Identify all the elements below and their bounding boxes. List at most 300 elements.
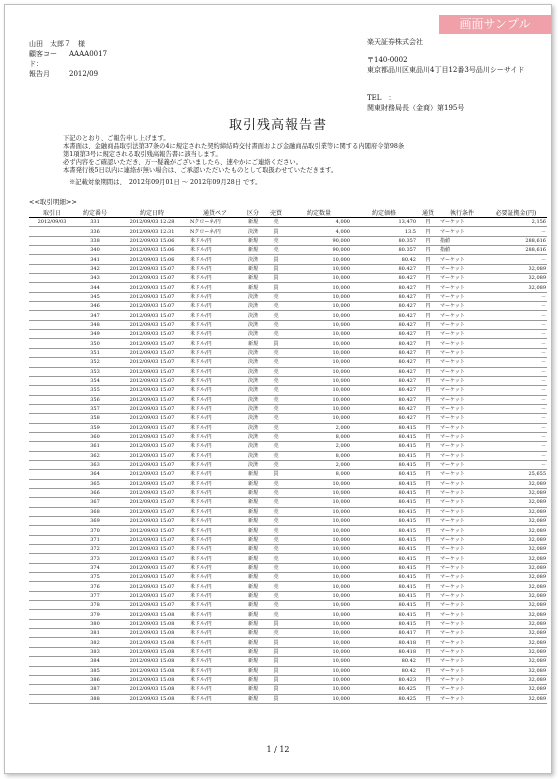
cell-currency: 円	[417, 666, 439, 675]
cell-price: 80.427	[351, 386, 417, 395]
cell-required-margin: 32,089	[485, 657, 547, 666]
cell-required-margin: －	[485, 414, 547, 423]
cell-contract-no: 354	[75, 376, 115, 385]
company-address: 東京都品川区東品川4丁目12番3号品川シーサイド	[367, 66, 525, 74]
cell-side: 買	[265, 470, 287, 479]
cell-quantity: 10,000	[287, 404, 351, 413]
header-contract-no: 約定番号	[75, 208, 115, 218]
cell-quantity: 4,000	[287, 218, 351, 227]
cell-currency: 円	[417, 582, 439, 591]
cell-contract-no: 340	[75, 246, 115, 255]
cell-required-margin: －	[485, 376, 547, 385]
cell-contract-no: 350	[75, 339, 115, 348]
cell-contract-no: 331	[75, 218, 115, 227]
cell-currency-pair: 米ドル/円	[189, 339, 241, 348]
cell-quantity: 10,000	[287, 601, 351, 610]
cell-required-margin: 32,089	[485, 638, 547, 647]
cell-required-margin: －	[485, 339, 547, 348]
cell-side: 売	[265, 582, 287, 591]
table-row	[29, 498, 547, 507]
cell-order-type: マーケット	[439, 264, 485, 273]
cell-quantity: 8,000	[287, 470, 351, 479]
cell-quantity: 10,000	[287, 535, 351, 544]
cell-quantity: 10,000	[287, 666, 351, 675]
cell-side: 売	[265, 507, 287, 516]
cell-order-type: マーケット	[439, 339, 485, 348]
cell-order-type: マーケット	[439, 451, 485, 460]
cell-price: 80.427	[351, 274, 417, 283]
cell-order-type: マーケット	[439, 376, 485, 385]
table-row	[29, 395, 547, 404]
table-row	[29, 657, 547, 666]
cell-trade-date	[29, 451, 75, 460]
cell-contract-no: 380	[75, 619, 115, 628]
cell-price: 80.415	[351, 507, 417, 516]
cell-quantity: 10,000	[287, 629, 351, 638]
cell-order-type: マーケット	[439, 591, 485, 600]
cell-side: 売	[265, 330, 287, 339]
cell-contract-datetime: 2012/09/03 15:07	[115, 367, 189, 376]
cell-currency: 円	[417, 573, 439, 582]
cell-side: 売	[265, 629, 287, 638]
table-row	[29, 423, 547, 432]
cell-required-margin: 32,089	[485, 535, 547, 544]
cell-category: 新規	[241, 638, 265, 647]
cell-currency: 円	[417, 629, 439, 638]
customer-code-label: 顧客コード：	[29, 50, 57, 68]
cell-quantity: 10,000	[287, 255, 351, 264]
cell-quantity: 2,000	[287, 442, 351, 451]
cell-order-type: マーケット	[439, 488, 485, 497]
cell-side: 売	[265, 573, 287, 582]
cell-contract-datetime: 2012/09/03 12:31	[115, 227, 189, 236]
cell-quantity: 10,000	[287, 274, 351, 283]
cell-trade-date: 2012/09/03	[29, 218, 75, 227]
cell-order-type: マーケット	[439, 460, 485, 469]
cell-side: 売	[265, 311, 287, 320]
cell-required-margin: 288,616	[485, 246, 547, 255]
cell-quantity: 10,000	[287, 264, 351, 273]
cell-side: 売	[265, 442, 287, 451]
cell-quantity: 10,000	[287, 619, 351, 628]
cell-contract-datetime: 2012/09/03 15:06	[115, 246, 189, 255]
cell-price: 80.415	[351, 498, 417, 507]
cell-contract-datetime: 2012/09/03 15:08	[115, 629, 189, 638]
cell-contract-no: 348	[75, 320, 115, 329]
cell-category: 決済	[241, 414, 265, 423]
cell-currency-pair: 米ドル/円	[189, 470, 241, 479]
cell-category: 新規	[241, 339, 265, 348]
cell-contract-datetime: 2012/09/03 15:07	[115, 507, 189, 516]
cell-currency: 円	[417, 218, 439, 227]
cell-contract-no: 375	[75, 573, 115, 582]
cell-contract-no: 372	[75, 545, 115, 554]
cell-price: 80.427	[351, 302, 417, 311]
cell-required-margin: －	[485, 432, 547, 441]
table-row	[29, 367, 547, 376]
cell-contract-datetime: 2012/09/03 15:07	[115, 535, 189, 544]
header-category: 区分	[241, 208, 265, 218]
cell-currency-pair: 米ドル/円	[189, 498, 241, 507]
cell-required-margin: －	[485, 292, 547, 301]
cell-price: 80.415	[351, 545, 417, 554]
cell-contract-no: 353	[75, 367, 115, 376]
cell-currency: 円	[417, 657, 439, 666]
cell-category: 新規	[241, 535, 265, 544]
cell-trade-date	[29, 573, 75, 582]
cell-contract-datetime: 2012/09/03 15:07	[115, 339, 189, 348]
cell-price: 13,470	[351, 218, 417, 227]
cell-contract-datetime: 2012/09/03 15:07	[115, 348, 189, 357]
cell-category: 新規	[241, 563, 265, 572]
cell-quantity: 10,000	[287, 591, 351, 600]
cell-currency: 円	[417, 292, 439, 301]
customer-code: AAAA0017	[69, 50, 108, 58]
cell-price: 80.42	[351, 657, 417, 666]
cell-category: 新規	[241, 236, 265, 245]
cell-currency-pair: 米ドル/円	[189, 264, 241, 273]
cell-trade-date	[29, 376, 75, 385]
cell-currency-pair: Nクローネ/円	[189, 218, 241, 227]
cell-currency: 円	[417, 442, 439, 451]
cell-order-type: マーケット	[439, 675, 485, 684]
cell-contract-datetime: 2012/09/03 15:07	[115, 442, 189, 451]
cell-currency: 円	[417, 330, 439, 339]
table-row	[29, 451, 547, 460]
cell-order-type: マーケット	[439, 573, 485, 582]
cell-quantity: 10,000	[287, 386, 351, 395]
table-row	[29, 442, 547, 451]
cell-price: 80.415	[351, 442, 417, 451]
cell-side: 売	[265, 591, 287, 600]
cell-currency-pair: 米ドル/円	[189, 507, 241, 516]
cell-side: 買	[265, 264, 287, 273]
report-period-label: 報告月	[29, 70, 50, 78]
cell-order-type: マーケット	[439, 227, 485, 236]
cell-contract-no: 384	[75, 657, 115, 666]
cell-side: 売	[265, 601, 287, 610]
intro-line: 本書発行後5日以内に連絡が無い場合は、ご承認いただいたものとして取扱わせていただきます。	[63, 167, 338, 174]
cell-price: 80.415	[351, 451, 417, 460]
cell-currency: 円	[417, 517, 439, 526]
cell-trade-date	[29, 274, 75, 283]
cell-contract-no: 344	[75, 283, 115, 292]
cell-category: 決済	[241, 367, 265, 376]
cell-order-type: マーケット	[439, 432, 485, 441]
cell-price: 80.427	[351, 395, 417, 404]
cell-currency-pair: 米ドル/円	[189, 404, 241, 413]
cell-currency: 円	[417, 236, 439, 245]
cell-price: 80.427	[351, 339, 417, 348]
cell-side: 売	[265, 535, 287, 544]
cell-trade-date	[29, 246, 75, 255]
cell-side: 買	[265, 685, 287, 694]
cell-currency-pair: 米ドル/円	[189, 545, 241, 554]
cell-price: 80.415	[351, 619, 417, 628]
cell-order-type: マーケット	[439, 685, 485, 694]
cell-quantity: 8,000	[287, 451, 351, 460]
cell-price: 80.427	[351, 264, 417, 273]
cell-price: 80.418	[351, 647, 417, 656]
cell-category: 新規	[241, 601, 265, 610]
cell-order-type: マーケット	[439, 545, 485, 554]
cell-currency: 円	[417, 460, 439, 469]
cell-contract-datetime: 2012/09/03 15:08	[115, 638, 189, 647]
cell-order-type: マーケット	[439, 442, 485, 451]
cell-quantity: 10,000	[287, 526, 351, 535]
cell-quantity: 10,000	[287, 573, 351, 582]
cell-side: 売	[265, 460, 287, 469]
cell-side: 売	[265, 358, 287, 367]
cell-quantity: 10,000	[287, 563, 351, 572]
cell-contract-datetime: 2012/09/03 15:07	[115, 283, 189, 292]
cell-contract-datetime: 2012/09/03 15:07	[115, 460, 189, 469]
cell-side: 売	[265, 498, 287, 507]
cell-currency: 円	[417, 647, 439, 656]
cell-trade-date	[29, 404, 75, 413]
table-row	[29, 685, 547, 694]
cell-side: 売	[265, 423, 287, 432]
cell-order-type: マーケット	[439, 601, 485, 610]
cell-currency: 円	[417, 685, 439, 694]
cell-trade-date	[29, 386, 75, 395]
cell-currency-pair: 米ドル/円	[189, 395, 241, 404]
cell-required-margin: 32,089	[485, 647, 547, 656]
header-currency: 通貨	[417, 208, 439, 218]
table-body	[29, 218, 547, 704]
cell-quantity: 8,000	[287, 432, 351, 441]
cell-category: 決済	[241, 460, 265, 469]
cell-contract-datetime: 2012/09/03 15:07	[115, 311, 189, 320]
cell-order-type: マーケット	[439, 470, 485, 479]
cell-side: 買	[265, 694, 287, 703]
cell-trade-date	[29, 460, 75, 469]
cell-required-margin: －	[485, 348, 547, 357]
cell-trade-date	[29, 619, 75, 628]
cell-currency-pair: 米ドル/円	[189, 442, 241, 451]
cell-category: 決済	[241, 358, 265, 367]
cell-currency-pair: 米ドル/円	[189, 657, 241, 666]
cell-side: 売	[265, 320, 287, 329]
cell-order-type: マーケット	[439, 358, 485, 367]
cell-price: 80.427	[351, 376, 417, 385]
cell-required-margin: －	[485, 311, 547, 320]
report-period: 2012/09	[69, 70, 99, 78]
cell-category: 新規	[241, 470, 265, 479]
cell-contract-no: 356	[75, 395, 115, 404]
cell-currency-pair: 米ドル/円	[189, 685, 241, 694]
cell-price: 80.427	[351, 404, 417, 413]
cell-side: 買	[265, 666, 287, 675]
cell-required-margin: 32,089	[485, 283, 547, 292]
cell-trade-date	[29, 414, 75, 423]
cell-order-type: マーケット	[439, 638, 485, 647]
cell-category: 決済	[241, 348, 265, 357]
cell-quantity: 10,000	[287, 545, 351, 554]
table-row	[29, 591, 547, 600]
cell-trade-date	[29, 638, 75, 647]
table-row	[29, 694, 547, 703]
cell-category: 新規	[241, 554, 265, 563]
cell-currency-pair: 米ドル/円	[189, 517, 241, 526]
cell-trade-date	[29, 591, 75, 600]
cell-price: 80.427	[351, 311, 417, 320]
table-row	[29, 283, 547, 292]
cell-currency-pair: 米ドル/円	[189, 694, 241, 703]
cell-currency: 円	[417, 591, 439, 600]
cell-side: 売	[265, 218, 287, 227]
cell-quantity: 10,000	[287, 348, 351, 357]
cell-trade-date	[29, 320, 75, 329]
cell-quantity: 2,000	[287, 423, 351, 432]
cell-price: 80.415	[351, 601, 417, 610]
cell-category: 決済	[241, 395, 265, 404]
cell-price: 80.415	[351, 526, 417, 535]
cell-required-margin: －	[485, 367, 547, 376]
table-row	[29, 675, 547, 684]
cell-currency-pair: 米ドル/円	[189, 283, 241, 292]
table-row	[29, 311, 547, 320]
cell-category: 新規	[241, 629, 265, 638]
cell-contract-no: 369	[75, 517, 115, 526]
cell-contract-datetime: 2012/09/03 15:07	[115, 395, 189, 404]
report-page	[4, 4, 552, 774]
cell-side: 売	[265, 432, 287, 441]
cell-required-margin: －	[485, 255, 547, 264]
cell-category: 新規	[241, 264, 265, 273]
cell-trade-date	[29, 479, 75, 488]
cell-order-type: 指値	[439, 236, 485, 245]
cell-currency: 円	[417, 320, 439, 329]
header-order-type: 執行条件	[439, 208, 485, 218]
cell-contract-datetime: 2012/09/03 15:07	[115, 432, 189, 441]
cell-category: 決済	[241, 432, 265, 441]
cell-currency: 円	[417, 479, 439, 488]
cell-price: 80.415	[351, 591, 417, 600]
cell-side: 売	[265, 376, 287, 385]
cell-currency-pair: 米ドル/円	[189, 488, 241, 497]
cell-order-type: マーケット	[439, 395, 485, 404]
cell-category: 新規	[241, 582, 265, 591]
cell-trade-date	[29, 498, 75, 507]
cell-contract-datetime: 2012/09/03 15:08	[115, 610, 189, 619]
cell-contract-no: 349	[75, 330, 115, 339]
cell-order-type: マーケット	[439, 535, 485, 544]
cell-currency: 円	[417, 358, 439, 367]
cell-trade-date	[29, 423, 75, 432]
header-trade-date: 取引日	[29, 208, 75, 218]
cell-category: 新規	[241, 573, 265, 582]
table-row	[29, 246, 547, 255]
cell-price: 80.415	[351, 610, 417, 619]
cell-trade-date	[29, 582, 75, 591]
cell-currency: 円	[417, 227, 439, 236]
cell-currency: 円	[417, 395, 439, 404]
cell-currency: 円	[417, 554, 439, 563]
table-row	[29, 507, 547, 516]
cell-contract-datetime: 2012/09/03 15:07	[115, 526, 189, 535]
cell-currency: 円	[417, 694, 439, 703]
cell-order-type: マーケット	[439, 619, 485, 628]
table-row	[29, 414, 547, 423]
cell-order-type: マーケット	[439, 694, 485, 703]
customer-name: 山田 太郎７ 様	[29, 40, 85, 48]
cell-trade-date	[29, 694, 75, 703]
cell-currency-pair: 米ドル/円	[189, 666, 241, 675]
cell-required-margin: －	[485, 386, 547, 395]
cell-currency-pair: 米ドル/円	[189, 479, 241, 488]
cell-contract-no: 388	[75, 694, 115, 703]
cell-price: 80.427	[351, 348, 417, 357]
cell-trade-date	[29, 442, 75, 451]
cell-contract-no: 385	[75, 666, 115, 675]
table-row	[29, 404, 547, 413]
cell-contract-datetime: 2012/09/03 15:07	[115, 386, 189, 395]
cell-required-margin: 25,655	[485, 470, 547, 479]
table-row	[29, 563, 547, 572]
cell-currency-pair: 米ドル/円	[189, 573, 241, 582]
cell-side: 売	[265, 479, 287, 488]
cell-trade-date	[29, 255, 75, 264]
cell-currency: 円	[417, 386, 439, 395]
cell-order-type: マーケット	[439, 386, 485, 395]
cell-order-type: マーケット	[439, 423, 485, 432]
table-row	[29, 554, 547, 563]
cell-contract-datetime: 2012/09/03 15:07	[115, 582, 189, 591]
cell-trade-date	[29, 264, 75, 273]
table-row	[29, 629, 547, 638]
customer-info	[29, 39, 107, 79]
cell-contract-datetime: 2012/09/03 15:07	[115, 292, 189, 301]
cell-currency-pair: 米ドル/円	[189, 675, 241, 684]
cell-price: 80.417	[351, 629, 417, 638]
cell-side: 売	[265, 610, 287, 619]
cell-currency: 円	[417, 638, 439, 647]
cell-contract-datetime: 2012/09/03 15:08	[115, 666, 189, 675]
cell-quantity: 10,000	[287, 488, 351, 497]
cell-category: 新規	[241, 591, 265, 600]
cell-required-margin: 32,089	[485, 601, 547, 610]
cell-required-margin: －	[485, 460, 547, 469]
cell-side: 買	[265, 657, 287, 666]
cell-contract-datetime: 2012/09/03 15:07	[115, 358, 189, 367]
cell-contract-no: 360	[75, 432, 115, 441]
cell-side: 売	[265, 545, 287, 554]
table-row	[29, 479, 547, 488]
cell-category: 決済	[241, 376, 265, 385]
cell-contract-datetime: 2012/09/03 15:08	[115, 619, 189, 628]
table-row	[29, 517, 547, 526]
cell-currency: 円	[417, 432, 439, 441]
cell-currency: 円	[417, 348, 439, 357]
cell-required-margin: －	[485, 320, 547, 329]
cell-contract-no: 371	[75, 535, 115, 544]
cell-trade-date	[29, 292, 75, 301]
cell-contract-no: 362	[75, 451, 115, 460]
cell-side: 買	[265, 283, 287, 292]
cell-order-type: マーケット	[439, 274, 485, 283]
cell-order-type: マーケット	[439, 479, 485, 488]
cell-trade-date	[29, 302, 75, 311]
cell-contract-no: 364	[75, 470, 115, 479]
cell-side: 売	[265, 563, 287, 572]
cell-required-margin: 32,089	[485, 545, 547, 554]
cell-side: 買	[265, 675, 287, 684]
cell-price: 80.427	[351, 292, 417, 301]
cell-required-margin: －	[485, 302, 547, 311]
cell-category: 決済	[241, 330, 265, 339]
cell-currency-pair: 米ドル/円	[189, 582, 241, 591]
